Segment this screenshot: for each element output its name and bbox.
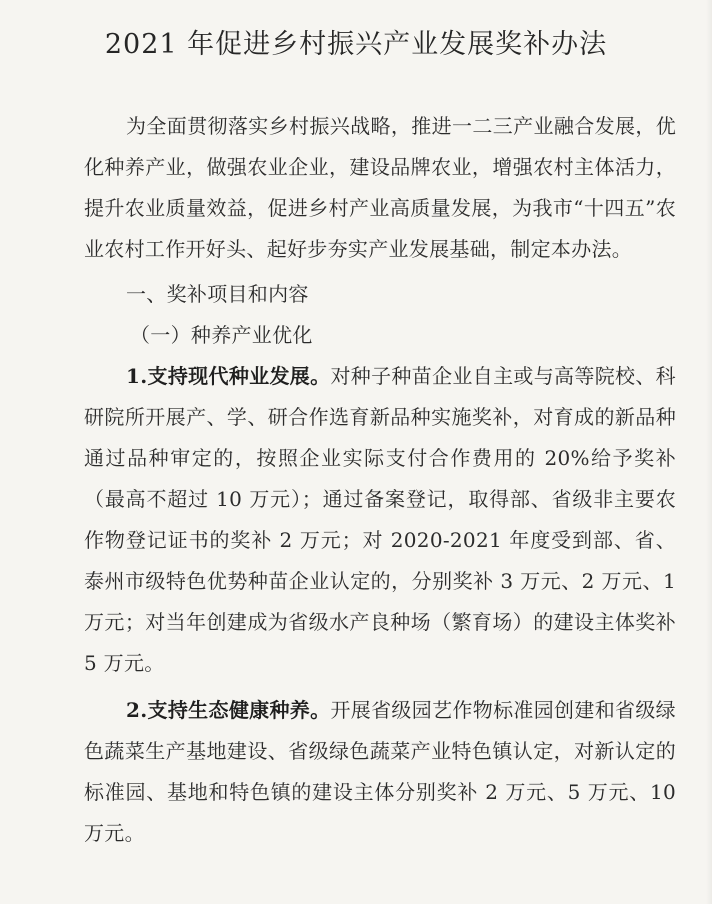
item-1-lead: 1.支持现代种业发展。 — [126, 364, 331, 388]
document-title: 2021 年促进乡村振兴产业发展奖补办法 — [104, 29, 608, 60]
subsection-heading: （一）种养产业优化 — [130, 323, 313, 347]
document-body — [84, 106, 676, 854]
intro-paragraph: 为全面贯彻落实乡村振兴战略，推进一二三产业融合发展，优化种养产业，做强农业企业，建设品牌农业，增强农村主体活力，提升农业质量效益，促进乡村产业高质量发展，为我市“十四五”农业农村工作开好头、起好步夯实产业发展基础，制定本办法。 — [84, 114, 676, 261]
item-2-paragraph — [84, 690, 676, 854]
item-1-paragraph — [84, 356, 676, 684]
item-1-text: 对种子种苗企业自主或与高等院校、科研院所开展产、学、研合作选育新品种实施奖补，对育成的新品种通过品种审定的，按照企业实际支付合作费用的 20%给予奖补（最高不超过 10 万元）；通过备案登记，取得部、省级非主要农作物登记证书的奖补 2 万元；对 2020-2021 年度受到部、省、泰州市级特色优势种苗企业认定的，分别奖补 3 万元、2 万元、1 万元；对当年创建成为省级水产良种场（繁育场）的建设主体奖补 5 万元。 — [84, 364, 676, 675]
item-2-text: 开展省级园艺作物标准园创建和省级绿色蔬菜生产基地建设、省级绿色蔬菜产业特色镇认定，对新认定的标准园、基地和特色镇的建设主体分别奖补 2 万元、5 万元、10 万元。 — [84, 698, 676, 845]
section-heading: 一、奖补项目和内容 — [126, 282, 309, 306]
item-2-lead: 2.支持生态健康种养。 — [126, 698, 331, 722]
scan-edge-shadow — [706, 0, 712, 904]
